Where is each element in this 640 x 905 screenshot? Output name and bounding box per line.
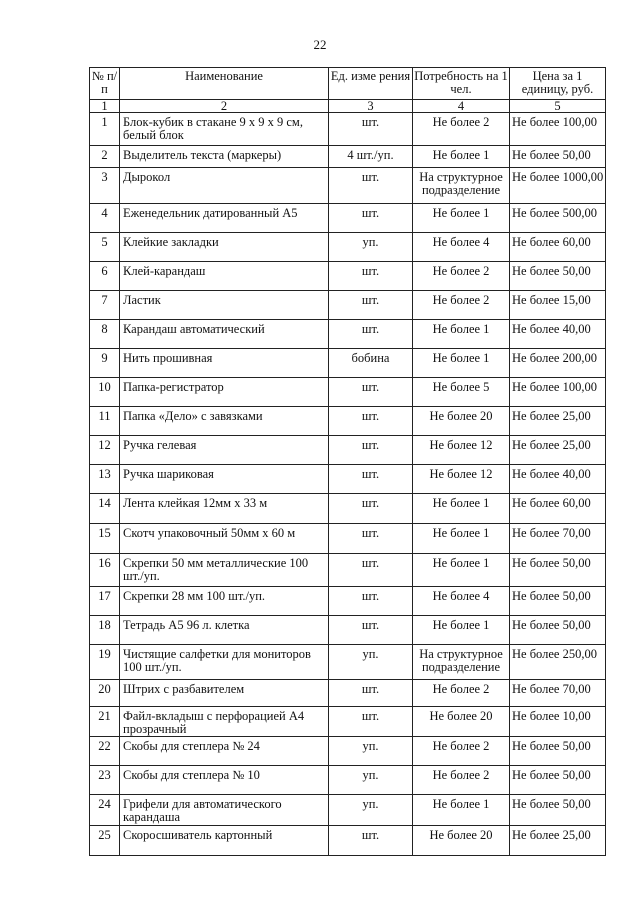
row-number: 11 — [90, 407, 120, 436]
price-cell: Не более 50,00 — [510, 616, 606, 645]
table-row — [90, 204, 606, 233]
row-number: 17 — [90, 587, 120, 616]
unit-cell: уп. — [329, 795, 413, 826]
row-number: 23 — [90, 766, 120, 795]
need-cell: Не более 1 — [413, 616, 510, 645]
item-name: Лента клейкая 12мм х 33 м — [120, 494, 329, 524]
need-cell: На структурное подразделение — [413, 645, 510, 680]
row-number: 7 — [90, 291, 120, 320]
unit-cell: шт. — [329, 113, 413, 146]
unit-cell: шт. — [329, 204, 413, 233]
price-cell: Не более 1000,00 — [510, 168, 606, 204]
unit-cell: шт. — [329, 320, 413, 349]
need-cell: Не более 1 — [413, 320, 510, 349]
column-number: 1 — [90, 100, 120, 113]
unit-cell: шт. — [329, 465, 413, 494]
row-number: 9 — [90, 349, 120, 378]
header-name: Наименование — [120, 68, 329, 100]
need-cell: Не более 1 — [413, 494, 510, 524]
item-name: Чистящие салфетки для мониторов 100 шт./уп. — [120, 645, 329, 680]
need-cell: Не более 2 — [413, 262, 510, 291]
need-cell: Не более 20 — [413, 707, 510, 737]
item-name: Ручка шариковая — [120, 465, 329, 494]
row-number: 21 — [90, 707, 120, 737]
table-row — [90, 168, 606, 204]
table-row — [90, 766, 606, 795]
price-cell: Не более 70,00 — [510, 680, 606, 707]
row-number: 15 — [90, 524, 120, 554]
column-number: 5 — [510, 100, 606, 113]
price-cell: Не более 100,00 — [510, 113, 606, 146]
price-cell: Не более 50,00 — [510, 554, 606, 587]
price-cell: Не более 50,00 — [510, 766, 606, 795]
price-cell: Не более 10,00 — [510, 707, 606, 737]
item-name: Скрепки 28 мм 100 шт./уп. — [120, 587, 329, 616]
need-cell: Не более 12 — [413, 465, 510, 494]
need-cell: Не более 1 — [413, 146, 510, 168]
row-number: 24 — [90, 795, 120, 826]
item-name: Карандаш автоматический — [120, 320, 329, 349]
price-cell: Не более 60,00 — [510, 233, 606, 262]
header-row — [90, 68, 606, 100]
header-num: № п/п — [90, 68, 120, 100]
need-cell: Не более 2 — [413, 737, 510, 766]
table-row — [90, 465, 606, 494]
row-number: 19 — [90, 645, 120, 680]
unit-cell: 4 шт./уп. — [329, 146, 413, 168]
need-cell: Не более 2 — [413, 113, 510, 146]
column-number-row — [90, 100, 606, 113]
unit-cell: шт. — [329, 587, 413, 616]
header-unit: Ед. изме рения — [329, 68, 413, 100]
table-row — [90, 616, 606, 645]
unit-cell: шт. — [329, 494, 413, 524]
table-row — [90, 378, 606, 407]
unit-cell: шт. — [329, 378, 413, 407]
table-row — [90, 795, 606, 826]
row-number: 18 — [90, 616, 120, 645]
item-name: Клейкие закладки — [120, 233, 329, 262]
item-name: Скоросшиватель картонный — [120, 826, 329, 856]
item-name: Грифели для автоматического карандаша — [120, 795, 329, 826]
unit-cell: шт. — [329, 826, 413, 856]
table-row — [90, 680, 606, 707]
price-cell: Не более 15,00 — [510, 291, 606, 320]
header-need: Потребность на 1 чел. — [413, 68, 510, 100]
unit-cell: шт. — [329, 168, 413, 204]
item-name: Блок-кубик в стакане 9 х 9 х 9 см, белый блок — [120, 113, 329, 146]
table-row — [90, 146, 606, 168]
table-row — [90, 554, 606, 587]
need-cell: Не более 1 — [413, 524, 510, 554]
table-row — [90, 524, 606, 554]
price-cell: Не более 50,00 — [510, 795, 606, 826]
item-name: Еженедельник датированный А5 — [120, 204, 329, 233]
need-cell: Не более 4 — [413, 587, 510, 616]
row-number: 14 — [90, 494, 120, 524]
item-name: Выделитель текста (маркеры) — [120, 146, 329, 168]
need-cell: Не более 4 — [413, 233, 510, 262]
row-number: 13 — [90, 465, 120, 494]
unit-cell: шт. — [329, 262, 413, 291]
price-cell: Не более 40,00 — [510, 465, 606, 494]
table-row — [90, 645, 606, 680]
unit-cell: шт. — [329, 407, 413, 436]
item-name: Папка «Дело» с завязками — [120, 407, 329, 436]
table-row — [90, 737, 606, 766]
need-cell: Не более 20 — [413, 407, 510, 436]
unit-cell: шт. — [329, 524, 413, 554]
item-name: Скотч упаковочный 50мм х 60 м — [120, 524, 329, 554]
column-number: 4 — [413, 100, 510, 113]
price-cell: Не более 250,00 — [510, 645, 606, 680]
price-cell: Не более 50,00 — [510, 587, 606, 616]
item-name: Скрепки 50 мм металлические 100 шт./уп. — [120, 554, 329, 587]
row-number: 25 — [90, 826, 120, 856]
price-cell: Не более 25,00 — [510, 826, 606, 856]
price-cell: Не более 100,00 — [510, 378, 606, 407]
need-cell: Не более 20 — [413, 826, 510, 856]
item-name: Ручка гелевая — [120, 436, 329, 465]
row-number: 20 — [90, 680, 120, 707]
row-number: 12 — [90, 436, 120, 465]
price-cell: Не более 25,00 — [510, 436, 606, 465]
price-cell: Не более 25,00 — [510, 407, 606, 436]
row-number: 5 — [90, 233, 120, 262]
item-name: Скобы для степлера № 10 — [120, 766, 329, 795]
row-number: 16 — [90, 554, 120, 587]
price-cell: Не более 200,00 — [510, 349, 606, 378]
row-number: 2 — [90, 146, 120, 168]
need-cell: На структурное подразделение — [413, 168, 510, 204]
item-name: Файл-вкладыш с перфорацией А4 прозрачный — [120, 707, 329, 737]
table-row — [90, 707, 606, 737]
unit-cell: уп. — [329, 233, 413, 262]
row-number: 1 — [90, 113, 120, 146]
header-price: Цена за 1 единицу, руб. — [510, 68, 606, 100]
price-cell: Не более 40,00 — [510, 320, 606, 349]
table-row — [90, 233, 606, 262]
column-number: 3 — [329, 100, 413, 113]
page-number: 22 — [313, 37, 327, 52]
row-number: 10 — [90, 378, 120, 407]
item-name: Папка-регистратор — [120, 378, 329, 407]
table-row — [90, 407, 606, 436]
price-cell: Не более 60,00 — [510, 494, 606, 524]
item-name: Ластик — [120, 291, 329, 320]
unit-cell: шт. — [329, 680, 413, 707]
item-name: Штрих с разбавителем — [120, 680, 329, 707]
unit-cell: уп. — [329, 645, 413, 680]
unit-cell: шт. — [329, 436, 413, 465]
need-cell: Не более 12 — [413, 436, 510, 465]
need-cell: Не более 1 — [413, 349, 510, 378]
price-cell: Не более 70,00 — [510, 524, 606, 554]
table-row — [90, 826, 606, 856]
price-cell: Не более 50,00 — [510, 262, 606, 291]
table-row — [90, 436, 606, 465]
row-number: 4 — [90, 204, 120, 233]
table-row — [90, 320, 606, 349]
table-row — [90, 587, 606, 616]
item-name: Тетрадь А5 96 л. клетка — [120, 616, 329, 645]
price-cell: Не более 50,00 — [510, 146, 606, 168]
need-cell: Не более 2 — [413, 766, 510, 795]
need-cell: Не более 2 — [413, 680, 510, 707]
item-name: Дырокол — [120, 168, 329, 204]
unit-cell: уп. — [329, 766, 413, 795]
row-number: 6 — [90, 262, 120, 291]
table-row — [90, 494, 606, 524]
price-cell: Не более 500,00 — [510, 204, 606, 233]
column-number: 2 — [120, 100, 329, 113]
need-cell: Не более 2 — [413, 291, 510, 320]
row-number: 3 — [90, 168, 120, 204]
unit-cell: шт. — [329, 291, 413, 320]
table-row — [90, 262, 606, 291]
need-cell: Не более 5 — [413, 378, 510, 407]
need-cell: Не более 1 — [413, 795, 510, 826]
table-row — [90, 349, 606, 378]
unit-cell: шт. — [329, 616, 413, 645]
table-row — [90, 113, 606, 146]
unit-cell: шт. — [329, 707, 413, 737]
price-cell: Не более 50,00 — [510, 737, 606, 766]
supplies-table — [89, 67, 606, 856]
need-cell: Не более 1 — [413, 204, 510, 233]
unit-cell: уп. — [329, 737, 413, 766]
item-name: Нить прошивная — [120, 349, 329, 378]
need-cell: Не более 1 — [413, 554, 510, 587]
item-name: Скобы для степлера № 24 — [120, 737, 329, 766]
unit-cell: бобина — [329, 349, 413, 378]
unit-cell: шт. — [329, 554, 413, 587]
row-number: 8 — [90, 320, 120, 349]
table-row — [90, 291, 606, 320]
item-name: Клей-карандаш — [120, 262, 329, 291]
row-number: 22 — [90, 737, 120, 766]
